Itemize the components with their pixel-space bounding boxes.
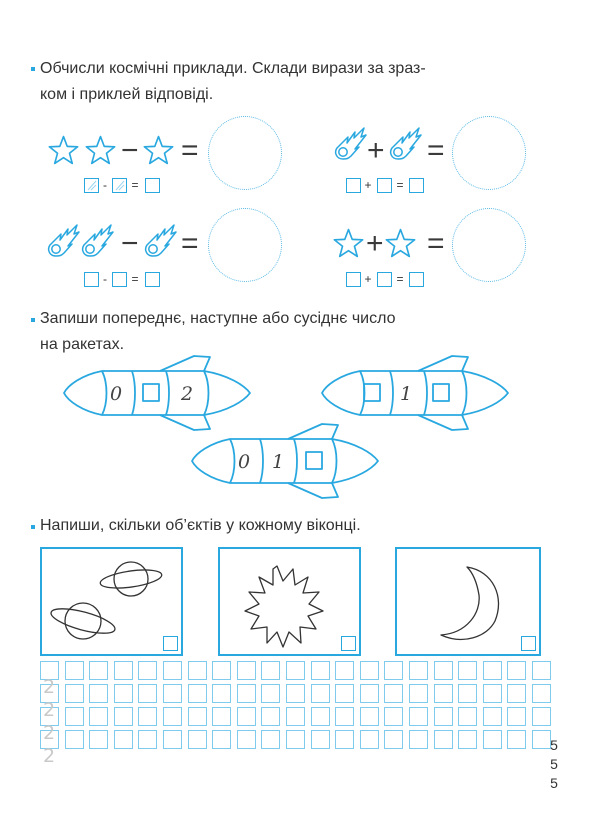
rocket3-digit-left: 0 <box>238 451 251 473</box>
bullet-marker <box>31 318 35 322</box>
grid-cell[interactable] <box>311 730 330 749</box>
comet-icon <box>388 125 424 161</box>
grid-cell[interactable] <box>360 684 379 703</box>
box-minus-sign: - <box>103 178 107 192</box>
grid-cell[interactable] <box>89 707 108 726</box>
trace-digit: 2 <box>43 676 56 698</box>
answer-box[interactable] <box>84 272 99 287</box>
answer-sticker-circle[interactable] <box>452 116 526 190</box>
planet-icon <box>42 549 181 654</box>
comet-icon <box>46 222 82 258</box>
grid-cell[interactable] <box>89 684 108 703</box>
grid-cell[interactable] <box>483 684 502 703</box>
grid-cell[interactable] <box>483 730 502 749</box>
count-answer-box[interactable] <box>521 636 536 651</box>
grid-cell[interactable] <box>409 707 428 726</box>
box-equals-sign: = <box>131 178 139 192</box>
grid-cell[interactable] <box>360 707 379 726</box>
trace-digit: 2 <box>43 722 56 744</box>
answer-box[interactable] <box>409 178 424 193</box>
grid-cell[interactable] <box>89 730 108 749</box>
answer-box[interactable] <box>84 178 99 193</box>
grid-cell[interactable] <box>212 661 231 680</box>
grid-cell[interactable] <box>114 730 133 749</box>
object-window <box>395 547 541 656</box>
grid-cell[interactable] <box>458 661 477 680</box>
comet-icon <box>80 222 116 258</box>
grid-cell[interactable] <box>384 730 403 749</box>
star-icon <box>333 228 364 259</box>
trace-digit: 2 <box>43 699 56 721</box>
rocket1-digit-right: 2 <box>181 383 194 405</box>
answer-box[interactable] <box>377 272 392 287</box>
grid-cell[interactable] <box>163 707 182 726</box>
box-plus-sign: + <box>364 272 372 286</box>
box-minus-sign: - <box>103 272 107 286</box>
grid-cell[interactable] <box>507 707 526 726</box>
grid-cell[interactable] <box>261 730 280 749</box>
comet-icon <box>143 222 179 258</box>
grid-cell[interactable] <box>507 661 526 680</box>
equals-sign: = <box>427 134 445 167</box>
page-number: 5 <box>550 756 558 772</box>
grid-cell[interactable] <box>114 661 133 680</box>
count-answer-box[interactable] <box>163 636 178 651</box>
grid-cell[interactable] <box>434 684 453 703</box>
grid-cell[interactable] <box>458 684 477 703</box>
grid-cell[interactable] <box>311 707 330 726</box>
grid-cell[interactable] <box>483 707 502 726</box>
task1-instruction-line2: ком і приклей відповіді. <box>40 86 214 103</box>
bullet-marker <box>31 67 35 71</box>
box-equals-sign: = <box>131 272 139 286</box>
task2-instruction-line1: Запиши попереднє, наступне або сусіднє число <box>40 310 396 327</box>
answer-box[interactable] <box>112 178 127 193</box>
plus-sign: + <box>367 134 385 167</box>
grid-cell[interactable] <box>212 730 231 749</box>
grid-cell[interactable] <box>114 684 133 703</box>
grid-cell[interactable] <box>138 730 157 749</box>
equals-sign: = <box>181 227 199 260</box>
grid-cell[interactable] <box>188 707 207 726</box>
bullet-marker <box>31 525 35 529</box>
grid-cell[interactable] <box>261 707 280 726</box>
grid-cell[interactable] <box>237 684 256 703</box>
grid-cell[interactable] <box>65 684 84 703</box>
grid-cell[interactable] <box>237 707 256 726</box>
task1-instruction-line1: Обчисли космічні приклади. Склади вирази за зраз- <box>40 60 426 77</box>
star-icon <box>48 135 79 166</box>
sun-icon <box>220 549 359 654</box>
grid-cell[interactable] <box>188 661 207 680</box>
grid-cell[interactable] <box>532 684 551 703</box>
count-answer-box[interactable] <box>341 636 356 651</box>
star-icon <box>143 135 174 166</box>
grid-cell[interactable] <box>335 730 354 749</box>
grid-cell[interactable] <box>335 707 354 726</box>
grid-cell[interactable] <box>311 661 330 680</box>
grid-cell[interactable] <box>188 730 207 749</box>
answer-sticker-circle[interactable] <box>208 116 282 190</box>
grid-cell[interactable] <box>483 661 502 680</box>
grid-cell[interactable] <box>89 661 108 680</box>
grid-cell[interactable] <box>507 684 526 703</box>
trace-hint-icon <box>113 179 126 192</box>
page-number: 5 <box>550 775 558 791</box>
plus-sign: + <box>366 227 384 260</box>
grid-cell[interactable] <box>532 707 551 726</box>
grid-cell[interactable] <box>65 730 84 749</box>
grid-cell[interactable] <box>384 707 403 726</box>
grid-cell[interactable] <box>65 661 84 680</box>
star-icon <box>385 228 416 259</box>
grid-cell[interactable] <box>212 707 231 726</box>
trace-hint-icon <box>85 179 98 192</box>
grid-cell[interactable] <box>384 684 403 703</box>
grid-cell[interactable] <box>163 730 182 749</box>
grid-cell[interactable] <box>360 730 379 749</box>
rocket3-digit-middle: 1 <box>272 451 285 473</box>
grid-cell[interactable] <box>507 730 526 749</box>
moon-icon <box>397 549 539 654</box>
grid-cell[interactable] <box>286 707 305 726</box>
grid-cell[interactable] <box>409 661 428 680</box>
grid-cell[interactable] <box>261 684 280 703</box>
trace-digit: 2 <box>43 745 56 767</box>
minus-sign: − <box>121 134 139 167</box>
answer-box[interactable] <box>346 178 361 193</box>
answer-box[interactable] <box>409 272 424 287</box>
rocket2-digit-middle: 1 <box>400 383 413 405</box>
grid-cell[interactable] <box>138 684 157 703</box>
grid-cell[interactable] <box>286 730 305 749</box>
grid-cell[interactable] <box>409 684 428 703</box>
rocket-icon <box>190 421 380 501</box>
object-window <box>40 547 183 656</box>
answer-box[interactable] <box>145 272 160 287</box>
grid-cell[interactable] <box>286 661 305 680</box>
answer-sticker-circle[interactable] <box>208 208 282 282</box>
grid-cell[interactable] <box>163 661 182 680</box>
grid-cell[interactable] <box>138 707 157 726</box>
rocket1-digit-left: 0 <box>110 383 123 405</box>
grid-cell[interactable] <box>286 684 305 703</box>
grid-cell[interactable] <box>65 707 84 726</box>
answer-sticker-circle[interactable] <box>452 208 526 282</box>
grid-cell[interactable] <box>335 661 354 680</box>
box-equals-sign: = <box>396 272 404 286</box>
answer-box[interactable] <box>346 272 361 287</box>
grid-cell[interactable] <box>114 707 133 726</box>
grid-cell[interactable] <box>163 684 182 703</box>
grid-cell[interactable] <box>409 730 428 749</box>
grid-cell[interactable] <box>237 730 256 749</box>
grid-cell[interactable] <box>212 684 231 703</box>
task3-instruction: Напиши, скільки об’єктів у кожному віконці. <box>40 517 361 534</box>
equals-sign: = <box>427 227 445 260</box>
grid-cell[interactable] <box>532 661 551 680</box>
grid-cell[interactable] <box>384 661 403 680</box>
grid-cell[interactable] <box>458 730 477 749</box>
grid-cell[interactable] <box>335 684 354 703</box>
grid-cell[interactable] <box>434 707 453 726</box>
star-icon <box>85 135 116 166</box>
grid-cell[interactable] <box>138 661 157 680</box>
grid-cell[interactable] <box>311 684 330 703</box>
box-plus-sign: + <box>364 178 372 192</box>
grid-cell[interactable] <box>261 661 280 680</box>
answer-box[interactable] <box>377 178 392 193</box>
grid-cell[interactable] <box>237 661 256 680</box>
answer-box[interactable] <box>112 272 127 287</box>
grid-cell[interactable] <box>188 684 207 703</box>
grid-cell[interactable] <box>434 730 453 749</box>
box-equals-sign: = <box>396 178 404 192</box>
page-number: 5 <box>550 737 558 753</box>
grid-cell[interactable] <box>360 661 379 680</box>
task2-instruction-line2: на ракетах. <box>40 336 125 353</box>
minus-sign: − <box>121 227 139 260</box>
grid-cell[interactable] <box>458 707 477 726</box>
comet-icon <box>333 125 369 161</box>
grid-cell[interactable] <box>434 661 453 680</box>
equals-sign: = <box>181 134 199 167</box>
answer-box[interactable] <box>145 178 160 193</box>
object-window <box>218 547 361 656</box>
